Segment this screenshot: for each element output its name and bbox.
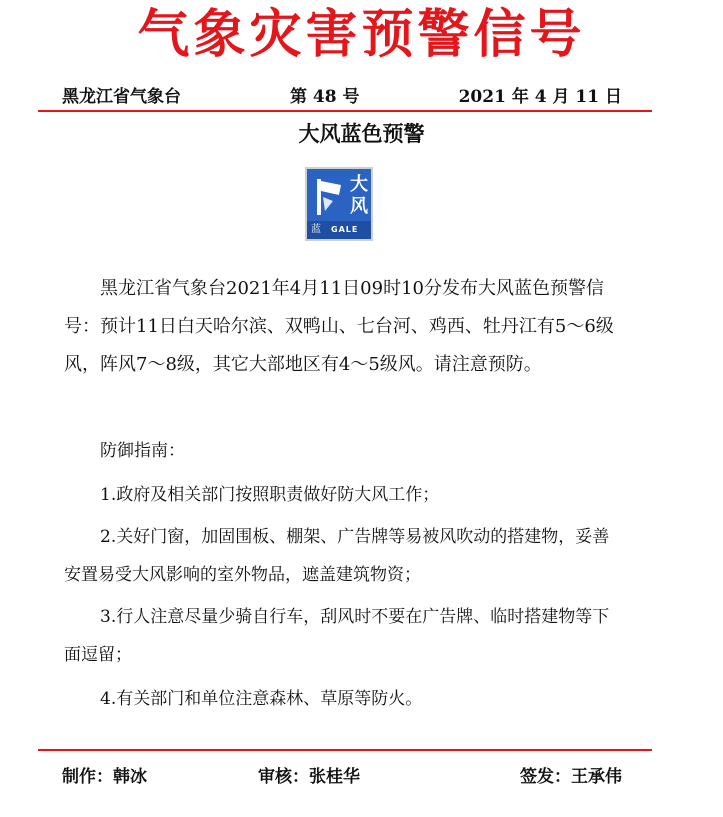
wind-flag-icon bbox=[313, 175, 345, 219]
reviewed-by: 审核：张桂华 bbox=[258, 767, 360, 787]
issuer-name: 黑龙江省气象台 bbox=[62, 87, 181, 107]
issue-date: 2021 年 4 月 11 日 bbox=[458, 87, 622, 107]
footer-signatures bbox=[62, 764, 622, 790]
made-by: 制作：韩冰 bbox=[62, 767, 147, 787]
guidance-item: 4.有关部门和单位注意森林、草原等防火。 bbox=[100, 689, 423, 709]
warning-body: 黑龙江省气象台2021年4月11日09时10分发布大风蓝色预警信号：预计11日白天哈尔滨、双鸭山、七台河、鸡西、牡丹江有5～6级风，阵风7～8级，其它大部地区有4～5级风。请注意预防。 bbox=[64, 278, 614, 375]
badge-char-feng: 风 bbox=[350, 196, 368, 217]
guidance-title: 防御指南： bbox=[100, 441, 185, 461]
issue-number: 第 48 号 bbox=[290, 87, 360, 107]
guidance-item: 2.关好门窗，加固围板、棚架、广告牌等易被风吹动的搭建物，妥善安置易受大风影响的室外物品，遮盖建筑物资； bbox=[64, 527, 610, 585]
gale-blue-warning-badge bbox=[305, 167, 373, 241]
badge-caption-bar bbox=[307, 221, 371, 239]
bottom-divider bbox=[38, 749, 652, 751]
document-title: 气象灾害预警信号 bbox=[137, 5, 586, 65]
header-row bbox=[62, 86, 622, 108]
top-divider bbox=[38, 110, 652, 112]
badge-level-text: 蓝 bbox=[311, 224, 321, 235]
guidance-item: 1.政府及相关部门按照职责做好防大风工作； bbox=[100, 485, 440, 505]
guidance-item: 3.行人注意尽量少骑自行车，刮风时不要在广告牌、临时搭建物等下面逗留； bbox=[64, 607, 610, 665]
warning-subtitle: 大风蓝色预警 bbox=[298, 122, 425, 146]
badge-char-da: 大 bbox=[350, 174, 368, 195]
signed-by: 签发：王承伟 bbox=[520, 767, 622, 787]
badge-english-text: GALE bbox=[331, 225, 359, 234]
